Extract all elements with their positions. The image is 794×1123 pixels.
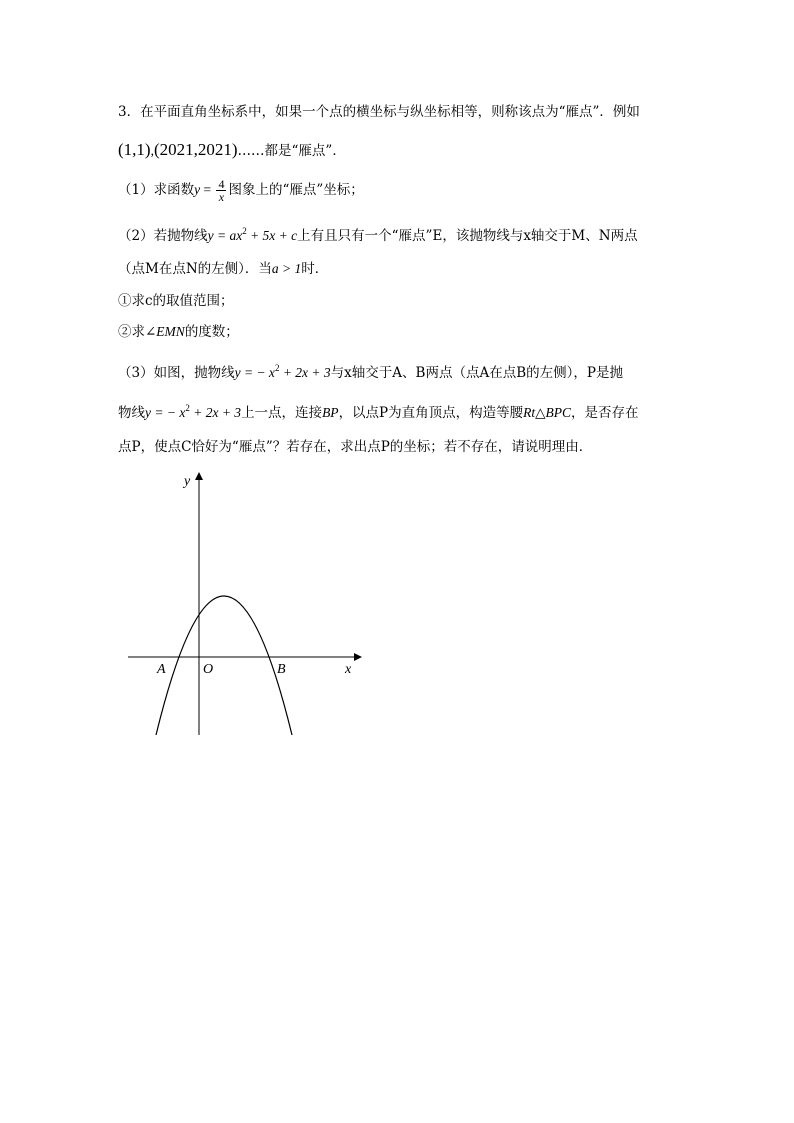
example-point-1: (1,1)	[118, 140, 151, 159]
problem-line-2	[118, 140, 346, 161]
parabola-figure	[120, 468, 370, 743]
formula-part2-b: + 5x + c	[246, 228, 298, 243]
problem-line-9	[118, 398, 639, 423]
subquestion-1: ①求c的取值范围；	[118, 293, 234, 309]
fraction-denominator: x	[218, 190, 225, 204]
problem-line-8	[118, 358, 623, 383]
problem-line-3	[118, 178, 364, 203]
part2-prefix: （2）若抛物线	[118, 228, 208, 244]
line-9-mid2: ，以点P为直角顶点，构造等腰	[338, 405, 524, 421]
exponent: 2	[185, 403, 190, 413]
example-point-2: (2021,2021)	[153, 140, 238, 159]
condition-a-gt-1: a > 1	[271, 261, 302, 276]
formula-part2-a: y = ax	[207, 228, 243, 243]
line-5-suffix: 时．	[301, 261, 329, 277]
formula-part3-b: + 2x + 3	[279, 365, 331, 380]
formula-part3-a: y = − x	[234, 365, 275, 380]
separator: ,	[150, 143, 154, 158]
exponent: 2	[242, 226, 247, 236]
problem-line-10: 点P，使点C恰好为“雁点”？若存在，求出点P的坐标；若不存在，请说明理由．	[118, 439, 593, 455]
part3-prefix: （3）如图，抛物线	[118, 365, 235, 381]
part2-suffix: 上有且只有一个“雁点”E，该抛物线与x轴交于M、N两点	[297, 228, 638, 244]
y-axis-label: y	[184, 474, 191, 489]
subquestion-2	[118, 322, 239, 342]
segment-bp: BP	[322, 405, 339, 420]
origin-label: O	[203, 662, 214, 677]
subq2-prefix: ②求	[118, 324, 145, 340]
line-9-mid: 上一点，连接	[241, 405, 323, 421]
triangle-bpc: Rt△BPC	[523, 405, 572, 420]
subq2-suffix: 的度数；	[184, 324, 239, 340]
line-2-rest: ……都是“雁点”．	[237, 143, 346, 159]
line-9-suffix: ，是否存在	[571, 405, 639, 421]
problem-line-5	[118, 259, 328, 279]
formula-line-9-b: + 2x + 3	[189, 405, 242, 420]
point-b-label: B	[277, 662, 286, 677]
point-a-label: A	[157, 662, 166, 677]
part1-suffix: 图象上的“雁点”坐标；	[228, 182, 364, 198]
equals: =	[200, 182, 215, 197]
parabola-curve	[156, 596, 292, 735]
x-axis-label: x	[345, 662, 352, 677]
fraction-4-over-x	[216, 178, 226, 203]
part3-suffix: 与x轴交于A、B两点（点A在点B的左侧），P是抛	[330, 365, 623, 381]
part1-prefix: （1）求函数	[118, 182, 195, 198]
problem-line-4	[118, 221, 638, 246]
fraction-numerator: 4	[218, 177, 225, 191]
var-y: y	[194, 182, 201, 197]
line-9-prefix: 物线	[118, 405, 145, 421]
angle-emn: ∠EMN	[145, 324, 185, 339]
problem-line-1: 3．在平面直角坐标系中，如果一个点的横坐标与纵坐标相等，则称该点为“雁点”．例如	[118, 104, 640, 120]
line-5-prefix: （点M在点N的左侧）．当	[118, 261, 272, 277]
formula-line-9-a: y = − x	[145, 405, 186, 420]
exponent: 2	[274, 363, 280, 373]
